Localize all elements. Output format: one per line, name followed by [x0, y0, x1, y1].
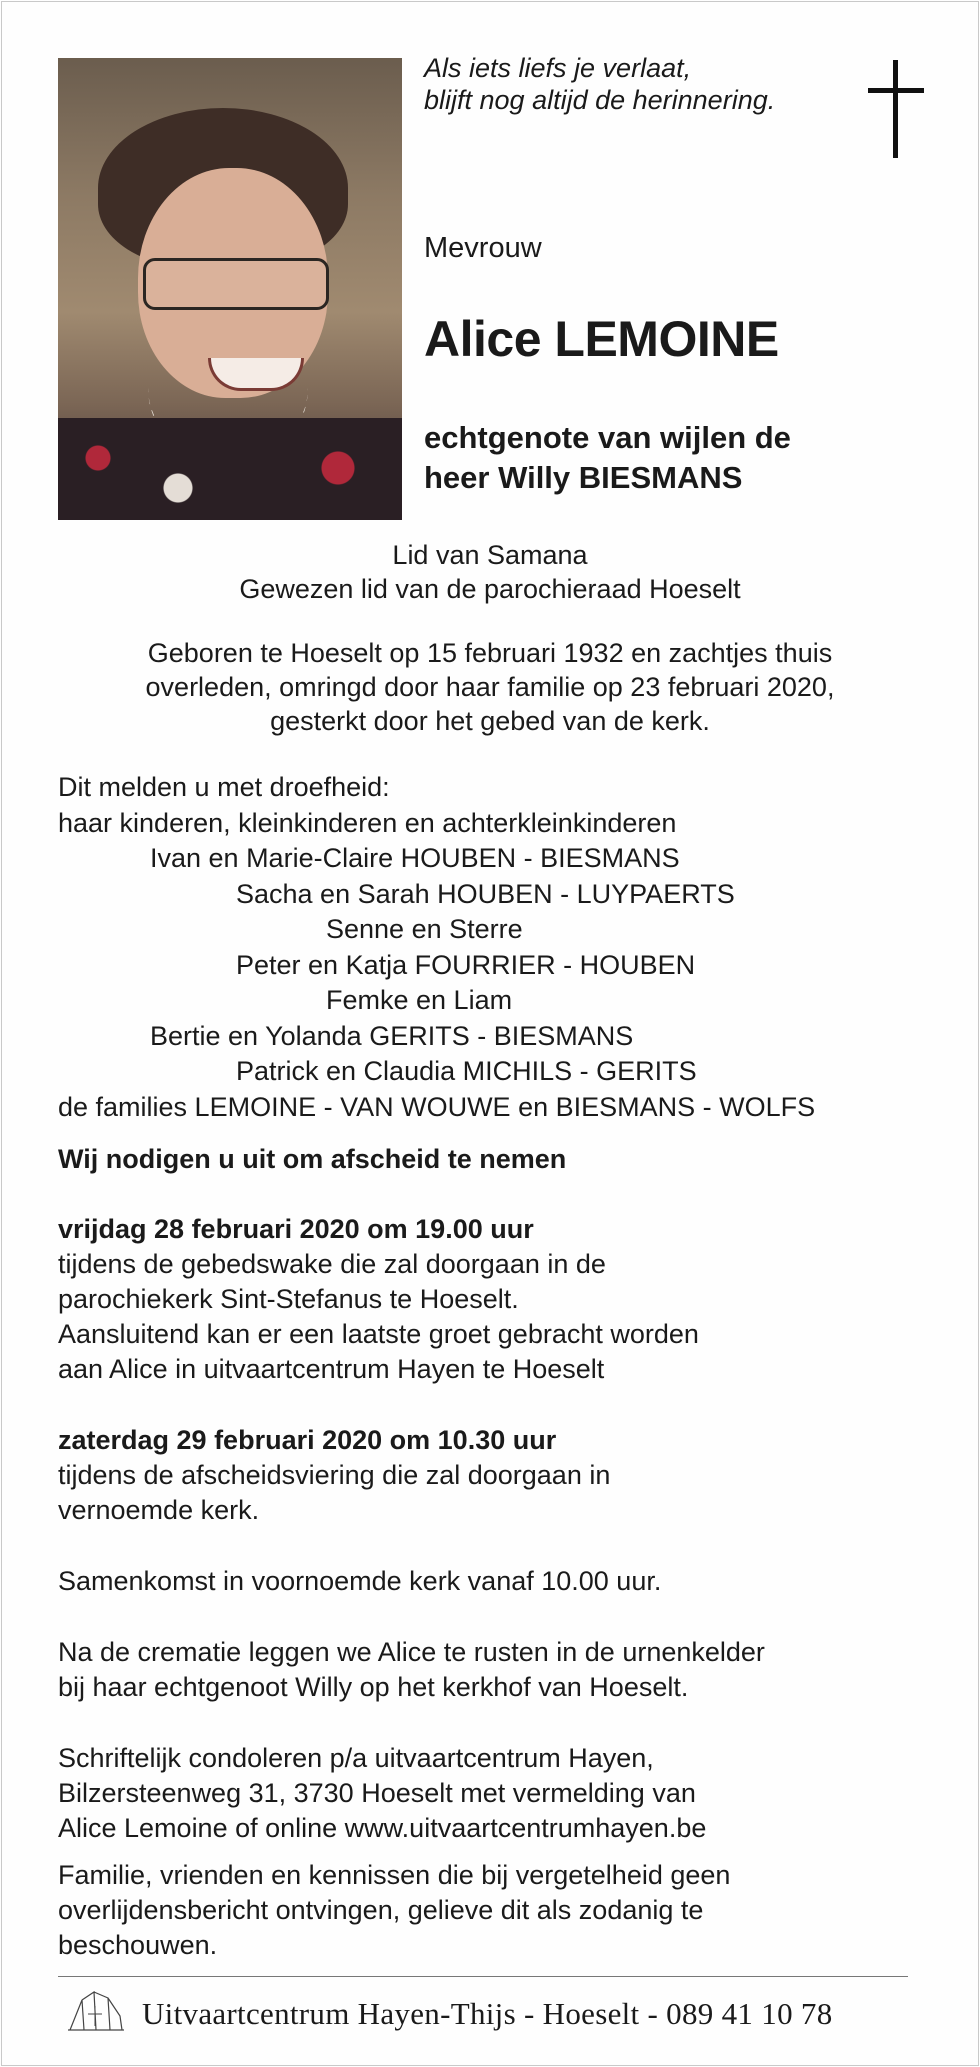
- birth-line: Geboren te Hoeselt op 15 februari 1932 en zachtjes thuis: [147, 638, 833, 668]
- friday-line: parochiekerk Sint-Stefanus te Hoeselt.: [58, 1284, 519, 1314]
- cremation-text: [58, 1635, 938, 1705]
- family-line: Senne en Sterre: [326, 914, 523, 944]
- friday-service: [58, 1212, 938, 1387]
- family-line: de families LEMOINE - VAN WOUWE en BIESMANS - WOLFS: [58, 1091, 816, 1122]
- friday-heading: vrijdag 28 februari 2020 om 19.00 uur: [58, 1214, 534, 1244]
- family-line: Femke en Liam: [326, 985, 513, 1015]
- announce-intro: Dit melden u met droefheid:: [58, 772, 390, 802]
- friday-line: aan Alice in uitvaartcentrum Hayen te Hoeselt: [58, 1354, 605, 1384]
- cremation-line: bij haar echtgenoot Willy op het kerkhof van Hoeselt.: [58, 1672, 689, 1702]
- funeral-home-logo-icon: [66, 1986, 126, 2036]
- notice-line: Familie, vrienden en kennissen die bij vergetelheid geen: [58, 1860, 731, 1890]
- birth-death-text: [58, 636, 922, 738]
- portrait-photo: [58, 58, 402, 520]
- family-line: Sacha en Sarah HOUBEN - LUYPAERTS: [236, 878, 735, 909]
- birth-line: gesterkt door het gebed van de kerk.: [270, 706, 710, 736]
- invite-heading: Wij nodigen u uit om afscheid te nemen: [58, 1144, 567, 1174]
- family-line: Bertie en Yolanda GERITS - BIESMANS: [150, 1020, 634, 1051]
- notice-text: [58, 1858, 938, 1963]
- family-line: Patrick en Claudia MICHILS - GERITS: [236, 1056, 697, 1086]
- birth-line: overleden, omringd door haar familie op 23 februari 2020,: [145, 672, 835, 702]
- memorial-verse: [424, 52, 824, 116]
- membership-line: Lid van Samana: [392, 540, 588, 570]
- deceased-name: Alice LEMOINE: [424, 311, 779, 367]
- spouse-line-2: heer Willy BIESMANS: [424, 460, 743, 495]
- footer-divider: [58, 1976, 908, 1977]
- verse-line: Als iets liefs je verlaat,: [424, 53, 692, 83]
- condolences-line: Alice Lemoine of online www.uitvaartcentrumhayen.be: [58, 1813, 707, 1843]
- spouse-line: [424, 418, 904, 498]
- saturday-line: tijdens de afscheidsviering die zal doorgaan in: [58, 1460, 611, 1490]
- condolences-line: Schriftelijk condoleren p/a uitvaartcentrum Hayen,: [58, 1743, 654, 1773]
- salutation: Mevrouw: [424, 232, 542, 264]
- friday-line: Aansluitend kan er een laatste groet gebracht worden: [58, 1319, 699, 1349]
- verse-line: blijft nog altijd de herinnering.: [424, 85, 776, 115]
- family-line: Ivan en Marie-Claire HOUBEN - BIESMANS: [150, 843, 680, 873]
- footer: [66, 1984, 926, 2044]
- family-line: Peter en Katja FOURRIER - HOUBEN: [236, 949, 696, 980]
- spouse-line-1: echtgenote van wijlen de: [424, 420, 791, 455]
- saturday-heading: zaterdag 29 februari 2020 om 10.30 uur: [58, 1425, 557, 1455]
- cross-icon: [868, 60, 924, 158]
- membership-line: Gewezen lid van de parochieraad Hoeselt: [239, 574, 741, 604]
- saturday-line: vernoemde kerk.: [58, 1495, 260, 1525]
- gathering-text: Samenkomst in voornoemde kerk vanaf 10.00 uur.: [58, 1566, 662, 1596]
- saturday-service: [58, 1423, 938, 1528]
- condolences-line: Bilzersteenweg 31, 3730 Hoeselt met vermelding van: [58, 1778, 696, 1808]
- notice-line: beschouwen.: [58, 1930, 218, 1960]
- cremation-line: Na de crematie leggen we Alice te rusten in de urnenkelder: [58, 1637, 765, 1667]
- funeral-home-contact: Uitvaartcentrum Hayen-Thijs - Hoeselt - 089 41 10 78: [142, 1996, 833, 2031]
- memberships: [58, 538, 922, 606]
- friday-line: tijdens de gebedswake die zal doorgaan in de: [58, 1249, 606, 1279]
- family-line: haar kinderen, kleinkinderen en achterkleinkinderen: [58, 807, 677, 838]
- family-announcement: [58, 770, 815, 1125]
- condolences-text: [58, 1741, 938, 1846]
- notice-line: overlijdensbericht ontvingen, gelieve dit als zodanig te: [58, 1895, 704, 1925]
